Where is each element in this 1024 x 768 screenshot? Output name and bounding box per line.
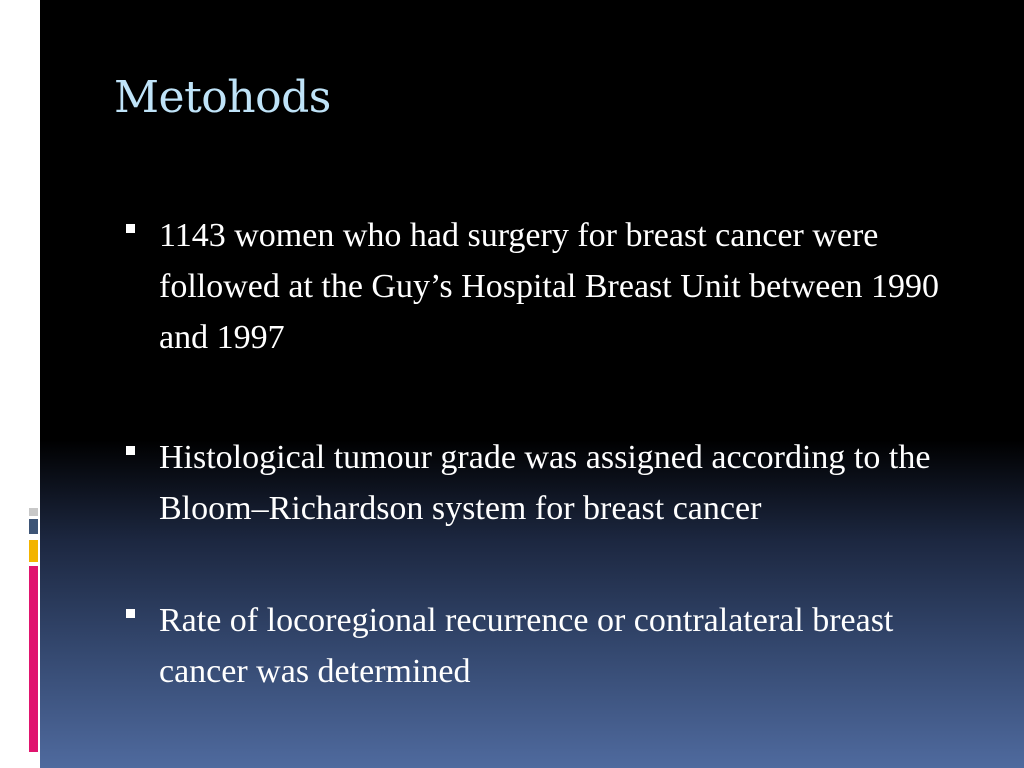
bullet-text: Histological tumour grade was assigned according to the Bloom–Richardson system for breast cancer	[159, 439, 931, 527]
bullet-text: 1143 women who had surgery for breast cancer were followed at the Guy’s Hospital Breast Unit between 1990 and 1997	[159, 217, 939, 356]
accent-bar-steel	[29, 519, 38, 534]
square-bullet-icon	[126, 609, 135, 618]
slide-title: Metohods	[114, 72, 331, 123]
accent-bar-gray	[29, 508, 38, 516]
square-bullet-icon	[126, 224, 135, 233]
bullet-item	[126, 210, 986, 363]
accent-bar-pink	[29, 566, 38, 752]
accent-bar-yellow	[29, 540, 38, 562]
bullet-item	[126, 432, 986, 534]
square-bullet-icon	[126, 446, 135, 455]
bullet-item	[126, 595, 986, 697]
bullet-text: Rate of locoregional recurrence or contralateral breast cancer was determined	[159, 602, 894, 690]
